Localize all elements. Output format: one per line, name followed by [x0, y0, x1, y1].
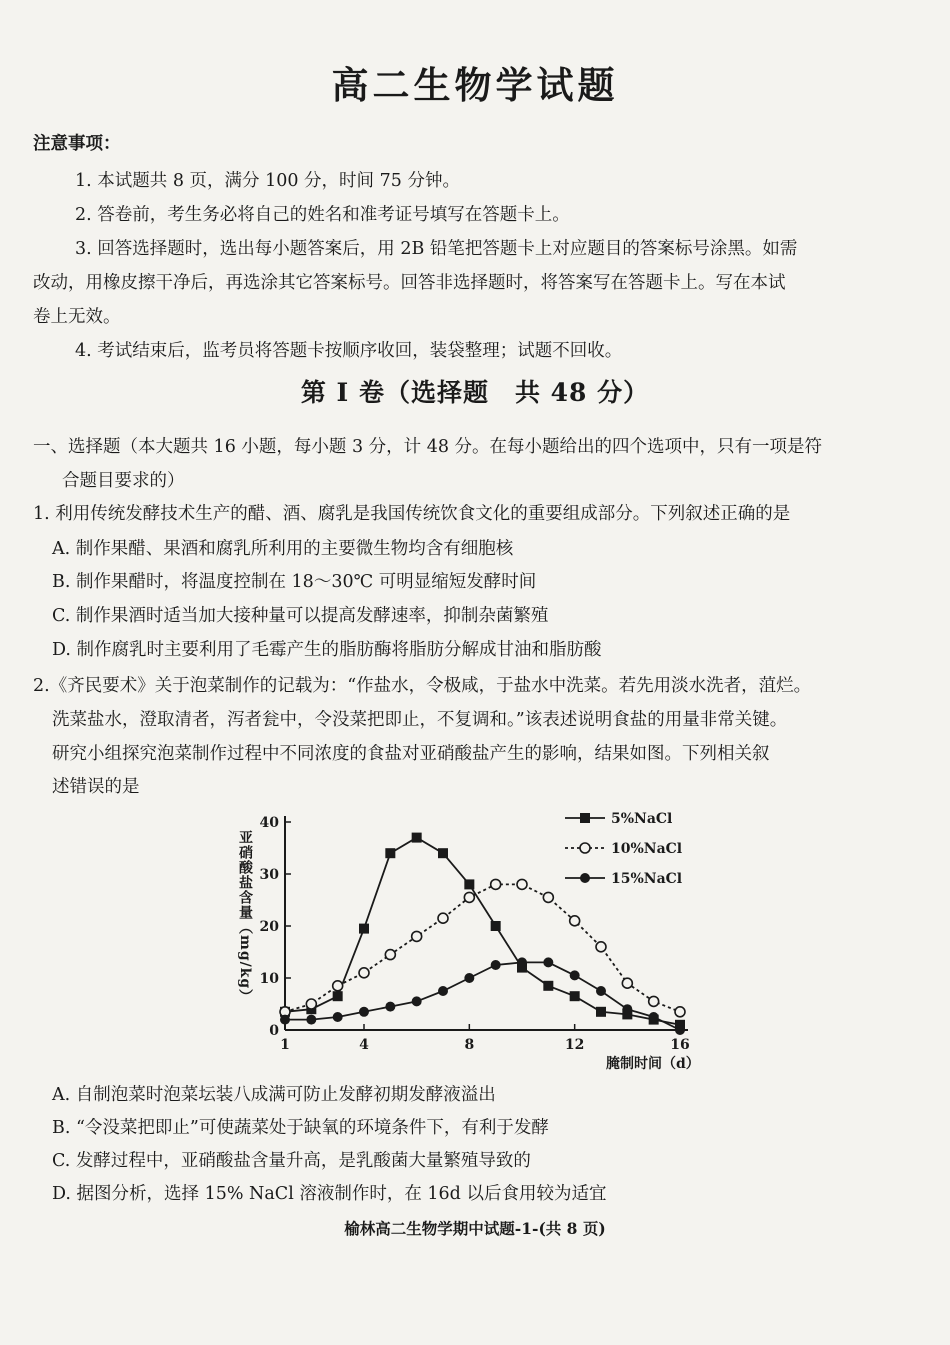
chart-ylabel: 亚硝酸盐含量（mg/kg）	[237, 830, 253, 1005]
q2-stem-2: 洗菜盐水，澄取清者，泻者瓮中，令没菜把即止，不复调和。”该表述说明食盐的用量非常关键。	[52, 710, 788, 730]
notice-item-4: 4. 考试结束后，监考员将答题卡按顺序收回，装袋整理；试题不回收。	[75, 341, 623, 361]
data-point-15pct	[333, 1012, 343, 1022]
data-point-5pct	[438, 848, 448, 858]
page-footer: 榆林高二生物学期中试题-1-(共 8 页)	[344, 1219, 606, 1238]
data-point-10pct	[438, 913, 448, 923]
legend-label: 10%NaCl	[611, 841, 683, 857]
q2-option-d: D. 据图分析，选择 15% NaCl 溶液制作时，在 16d 以后食用较为适宜	[52, 1184, 607, 1204]
y-tick-label: 40	[259, 815, 279, 831]
nitrite-line-chart	[230, 800, 710, 1090]
data-point-15pct	[280, 1015, 290, 1025]
data-point-15pct	[622, 1004, 632, 1014]
series-line-3	[285, 962, 680, 1030]
data-point-10pct	[675, 1007, 685, 1017]
data-point-5pct	[464, 879, 474, 889]
data-point-5pct	[596, 1007, 606, 1017]
section-intro: 一、选择题（本大题共 16 小题，每小题 3 分，计 48 分。在每小题给出的四个选项中，只有一项是符	[33, 437, 823, 457]
q1-stem: 1. 利用传统发酵技术生产的醋、酒、腐乳是我国传统饮食文化的重要组成部分。下列叙述正确的是	[33, 504, 791, 524]
data-point-15pct	[438, 986, 448, 996]
data-point-10pct	[333, 981, 343, 991]
legend-label: 15%NaCl	[611, 871, 683, 887]
data-point-10pct	[622, 978, 632, 988]
data-point-10pct	[491, 879, 501, 889]
data-point-15pct	[306, 1015, 316, 1025]
chart-xlabel: 腌制时间（d）	[606, 1056, 700, 1072]
section-title: 第 Ⅰ 卷（选择题 共 48 分）	[300, 378, 650, 407]
data-point-10pct	[464, 892, 474, 902]
data-point-10pct	[570, 916, 580, 926]
data-point-10pct	[543, 892, 553, 902]
q1-option-c: C. 制作果酒时适当加大接种量可以提高发酵速率，抑制杂菌繁殖	[52, 606, 549, 626]
legend-label: 5%NaCl	[611, 811, 673, 827]
notice-item-2: 2. 答卷前，考生务必将自己的姓名和准考证号填写在答题卡上。	[75, 205, 570, 225]
data-point-10pct	[596, 942, 606, 952]
data-point-5pct	[570, 991, 580, 1001]
data-point-10pct	[385, 950, 395, 960]
series-line-2	[285, 884, 680, 1011]
y-tick-label: 10	[259, 971, 279, 987]
data-point-10pct	[412, 931, 422, 941]
x-tick-label: 16	[670, 1037, 690, 1053]
section-intro-cont: 合题目要求的）	[62, 471, 185, 491]
data-point-15pct	[385, 1002, 395, 1012]
q2-stem-4: 述错误的是	[52, 777, 140, 797]
q2-option-a: A. 自制泡菜时泡菜坛装八成满可防止发酵初期发酵液溢出	[52, 1085, 496, 1105]
data-point-10pct	[517, 879, 527, 889]
q2-stem-3: 研究小组探究泡菜制作过程中不同浓度的食盐对亚硝酸盐产生的影响，结果如图。下列相关叙	[52, 744, 770, 764]
x-tick-label: 1	[280, 1037, 290, 1053]
notice-heading: 注意事项：	[33, 134, 121, 154]
q2-stem-1: 2.《齐民要术》关于泡菜制作的记载为：“作盐水，令极咸，于盐水中洗菜。若先用淡水洗者，菹烂。	[33, 676, 812, 696]
data-point-10pct	[306, 999, 316, 1009]
data-point-15pct	[464, 973, 474, 983]
series-line-1	[285, 838, 683, 1025]
y-tick-label: 30	[259, 867, 279, 883]
data-point-5pct	[333, 991, 343, 1001]
data-point-10pct	[649, 996, 659, 1006]
data-point-10pct	[580, 843, 590, 853]
x-tick-label: 8	[464, 1037, 475, 1053]
q1-option-b: B. 制作果醋时，将温度控制在 18～30℃ 可明显缩短发酵时间	[52, 572, 537, 592]
data-point-5pct	[412, 833, 422, 843]
data-point-15pct	[412, 996, 422, 1006]
x-tick-label: 4	[359, 1037, 369, 1053]
q2-option-c: C. 发酵过程中，亚硝酸盐含量升高，是乳酸菌大量繁殖导致的	[52, 1151, 531, 1171]
data-point-5pct	[580, 813, 590, 823]
data-point-5pct	[491, 921, 501, 931]
data-point-5pct	[359, 924, 369, 934]
data-point-5pct	[543, 981, 553, 991]
notice-item-3-cont: 改动，用橡皮擦干净后，再选涂其它答案标号。回答非选择题时，将答案写在答题卡上。写在本试	[33, 273, 786, 293]
data-point-10pct	[359, 968, 369, 978]
data-point-15pct	[359, 1007, 369, 1017]
page-title: 高二生物学试题	[331, 63, 619, 107]
data-point-15pct	[491, 960, 501, 970]
q1-option-d: D. 制作腐乳时主要利用了毛霉产生的脂肪酶将脂肪分解成甘油和脂肪酸	[52, 640, 602, 660]
data-point-15pct	[675, 1025, 685, 1035]
data-point-15pct	[570, 970, 580, 980]
data-point-15pct	[596, 986, 606, 996]
data-point-5pct	[385, 848, 395, 858]
notice-item-3-cont2: 卷上无效。	[33, 307, 121, 327]
data-point-15pct	[543, 957, 553, 967]
data-point-15pct	[517, 957, 527, 967]
y-tick-label: 0	[269, 1023, 279, 1039]
x-tick-label: 12	[564, 1037, 585, 1053]
notice-item-1: 1. 本试题共 8 页，满分 100 分，时间 75 分钟。	[75, 171, 460, 191]
data-point-15pct	[649, 1012, 659, 1022]
notice-item-3: 3. 回答选择题时，选出每小题答案后，用 2B 铅笔把答题卡上对应题目的答案标号涂黑。如需	[75, 239, 798, 259]
y-tick-label: 20	[259, 919, 279, 935]
data-point-15pct	[580, 873, 590, 883]
q1-option-a: A. 制作果醋、果酒和腐乳所利用的主要微生物均含有细胞核	[52, 539, 514, 559]
q2-option-b: B. “令没菜把即止”可使蔬菜处于缺氧的环境条件下，有利于发酵	[52, 1118, 549, 1138]
